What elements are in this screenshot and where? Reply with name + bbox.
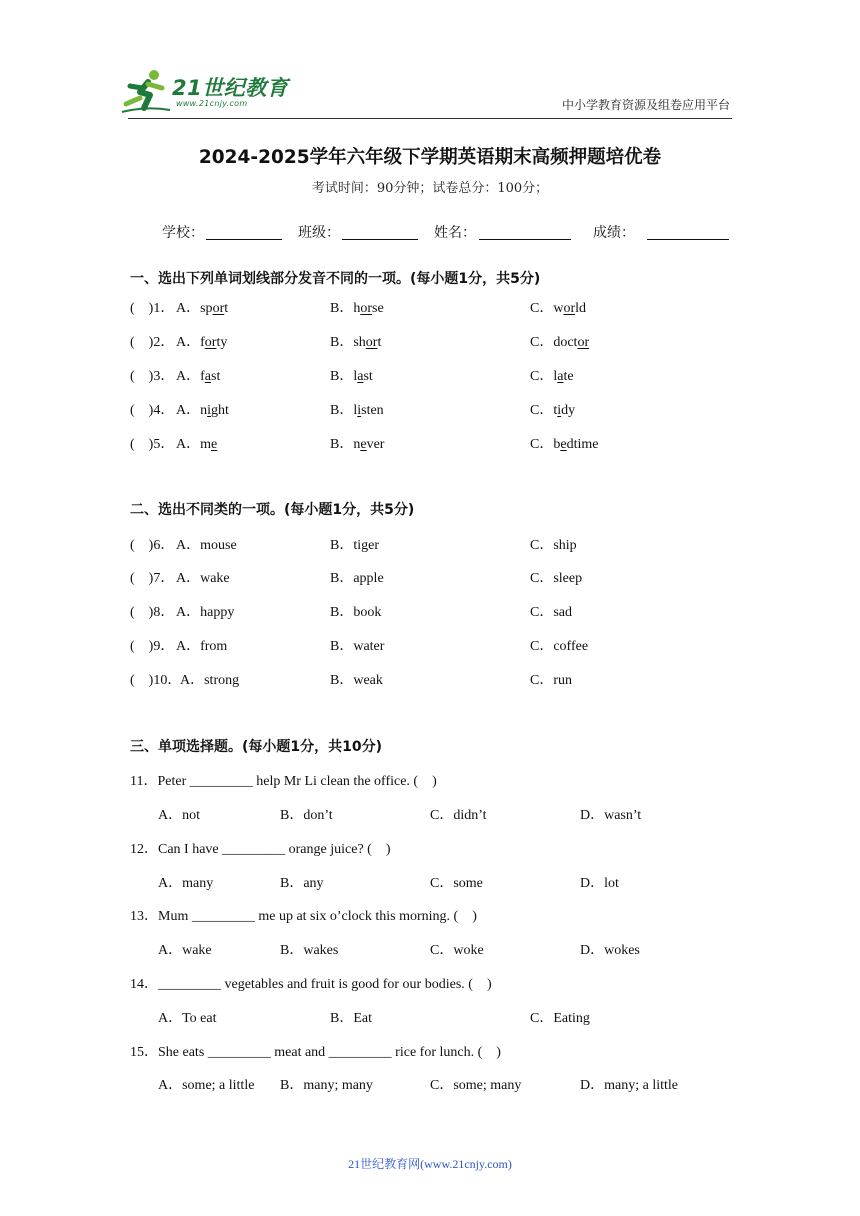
underlined-part: a: [557, 369, 564, 384]
option-c[interactable]: [530, 399, 575, 419]
option-a[interactable]: A．strong: [180, 673, 240, 688]
option-text: st: [363, 369, 373, 384]
option-c[interactable]: C．sad: [530, 605, 572, 620]
question-row-9: [130, 635, 750, 655]
option-c[interactable]: C．coffee: [530, 639, 589, 654]
option-text: B．h: [330, 301, 361, 316]
options-13: [130, 939, 750, 959]
option-c[interactable]: C．woke: [430, 943, 484, 958]
underlined-part: or: [577, 335, 590, 350]
option-text: B．sh: [330, 335, 366, 350]
question-12: 12．Can I have _________ orange juice? ( ): [130, 842, 391, 857]
underlined-part: e: [360, 437, 367, 452]
question-number: ( )10．: [130, 673, 182, 688]
option-a[interactable]: [176, 365, 220, 385]
question-number: ( )8．: [130, 605, 175, 620]
option-a[interactable]: A．from: [176, 639, 228, 654]
logo: [120, 66, 295, 116]
question-row-2: [130, 331, 750, 351]
option-a[interactable]: A．wake: [176, 571, 230, 586]
option-text: B．l: [330, 369, 358, 384]
option-text: B．l: [330, 403, 358, 418]
option-c[interactable]: [530, 297, 586, 317]
option-text: ver: [366, 437, 385, 452]
question-13: 13．Mum _________ me up at six o’clock this morning. ( ): [130, 909, 477, 924]
question-number: ( )3．: [130, 369, 175, 384]
option-c[interactable]: C．didn’t: [430, 808, 487, 823]
name-label: 姓名：: [434, 225, 476, 241]
question-11: 11．Peter _________ help Mr Li clean the office. ( ): [130, 774, 437, 789]
section-heading-3: 三、单项选择题。(每小题1分，共10分): [130, 739, 383, 755]
option-b[interactable]: [330, 365, 373, 385]
question-number: ( )7．: [130, 571, 175, 586]
underlined-part: e: [560, 437, 567, 452]
option-text: C．doct: [530, 335, 578, 350]
option-text: t: [224, 301, 229, 316]
option-a[interactable]: A．not: [158, 808, 200, 823]
question-row-3: [130, 365, 750, 385]
option-text: C．w: [530, 301, 564, 316]
underlined-part: or: [204, 335, 217, 350]
underlined-part: i: [557, 403, 562, 418]
option-d[interactable]: D．lot: [580, 876, 619, 891]
option-text: te: [563, 369, 574, 384]
logo-text: 21世纪教育: [172, 76, 289, 100]
option-text: ght: [211, 403, 229, 418]
option-c[interactable]: C．some: [430, 876, 483, 891]
question-15: 15．She eats _________ meat and _________ rice for lunch. ( ): [130, 1045, 501, 1060]
underlined-part: i: [207, 403, 212, 418]
question-number: ( )9．: [130, 639, 175, 654]
option-text: t: [377, 335, 382, 350]
options-14: [130, 1007, 750, 1027]
option-c[interactable]: [530, 365, 574, 385]
question-number: ( )4．: [130, 403, 175, 418]
school-label: 学校：: [162, 225, 204, 241]
header-divider: [128, 118, 732, 119]
option-c[interactable]: [530, 433, 598, 453]
runner-logo-icon: [120, 68, 172, 114]
option-c[interactable]: C．sleep: [530, 571, 583, 586]
option-d[interactable]: D．many; a little: [580, 1078, 678, 1093]
score-label: 成绩：: [593, 225, 635, 241]
footer-link[interactable]: 21世纪教育网(www.21cnjy.com): [348, 1157, 512, 1171]
option-text: A．n: [176, 403, 208, 418]
question-row-6: [130, 534, 750, 554]
page-subtitle: 考试时间：90分钟；试卷总分：100分；: [311, 181, 549, 196]
option-text: C．t: [530, 403, 558, 418]
question-row-4: [130, 399, 750, 419]
option-text: se: [372, 301, 384, 316]
option-a[interactable]: A．happy: [176, 605, 235, 620]
option-a[interactable]: [176, 399, 229, 419]
option-c[interactable]: C．Eating: [530, 1011, 590, 1026]
section-heading-2: 二、选出不同类的一项。(每小题1分，共5分): [130, 502, 415, 518]
underlined-part: e: [211, 437, 218, 452]
option-b[interactable]: B．apple: [330, 571, 384, 586]
page-title: 2024-2025学年六年级下学期英语期末高频押题培优卷: [198, 147, 662, 168]
question-number: ( )5．: [130, 437, 175, 452]
question-number: ( )2．: [130, 335, 175, 350]
question-number: ( )1．: [130, 301, 175, 316]
option-text: A．f: [176, 335, 205, 350]
student-info-row: [162, 222, 742, 246]
option-a[interactable]: A．many: [158, 876, 214, 891]
question-row-5: [130, 433, 750, 453]
option-b[interactable]: [330, 433, 384, 453]
underlined-part: a: [357, 369, 364, 384]
underlined-part: or: [360, 301, 373, 316]
option-text: A．m: [176, 437, 211, 452]
option-b[interactable]: B．many; many: [280, 1078, 373, 1093]
option-b[interactable]: [330, 297, 384, 317]
option-a[interactable]: A．mouse: [176, 538, 237, 553]
underlined-part: or: [212, 301, 225, 316]
score-blank[interactable]: [647, 239, 729, 240]
option-text: C．b: [530, 437, 561, 452]
option-a[interactable]: [176, 331, 227, 351]
option-b[interactable]: B．don’t: [280, 808, 333, 823]
option-a[interactable]: A．some; a little: [158, 1078, 255, 1093]
underlined-part: i: [357, 403, 362, 418]
class-label: 班级：: [298, 225, 340, 241]
options-12: [130, 872, 750, 892]
option-b[interactable]: B．Eat: [330, 1011, 372, 1026]
option-d[interactable]: D．wasn’t: [580, 808, 642, 823]
question-row-10: [130, 669, 750, 689]
option-text: B．n: [330, 437, 361, 452]
name-blank[interactable]: [479, 239, 571, 240]
option-text: dtime: [566, 437, 599, 452]
option-b[interactable]: [330, 399, 384, 419]
option-text: C．l: [530, 369, 558, 384]
options-11: [130, 804, 750, 824]
option-text: ty: [216, 335, 228, 350]
option-a[interactable]: [176, 297, 228, 317]
option-text: st: [211, 369, 221, 384]
underlined-part: or: [563, 301, 576, 316]
option-a[interactable]: A．To eat: [158, 1011, 217, 1026]
option-text: dy: [561, 403, 576, 418]
option-c[interactable]: C．ship: [530, 538, 577, 553]
platform-label: 中小学教育资源及组卷应用平台: [561, 98, 730, 112]
logo-url: www.21cnjy.com: [176, 99, 248, 108]
option-a[interactable]: A．wake: [158, 943, 212, 958]
option-text: ld: [575, 301, 587, 316]
option-b[interactable]: B．book: [330, 605, 382, 620]
section-heading-1: 一、选出下列单词划线部分发音不同的一项。(每小题1分，共5分): [130, 271, 541, 287]
option-a[interactable]: [176, 433, 217, 453]
options-15: [130, 1074, 750, 1094]
question-row-7: [130, 567, 750, 587]
option-text: A．sp: [176, 301, 213, 316]
option-c[interactable]: C．some; many: [430, 1078, 522, 1093]
school-blank[interactable]: [206, 239, 282, 240]
option-text: sten: [361, 403, 384, 418]
option-c[interactable]: [530, 331, 589, 351]
underlined-part: or: [365, 335, 378, 350]
question-row-8: [130, 601, 750, 621]
option-b[interactable]: B．water: [330, 639, 385, 654]
class-blank[interactable]: [342, 239, 418, 240]
option-c[interactable]: C．run: [530, 673, 572, 688]
option-d[interactable]: D．wokes: [580, 943, 640, 958]
option-b[interactable]: B．any: [280, 876, 324, 891]
option-text: A．f: [176, 369, 205, 384]
option-b[interactable]: [330, 331, 381, 351]
option-b[interactable]: B．weak: [330, 673, 383, 688]
question-row-1: [130, 297, 750, 317]
option-b[interactable]: B．tiger: [330, 538, 379, 553]
question-number: ( )6．: [130, 538, 175, 553]
underlined-part: a: [204, 369, 211, 384]
option-b[interactable]: B．wakes: [280, 943, 339, 958]
question-14: 14．_________ vegetables and fruit is good for our bodies. ( ): [130, 977, 492, 992]
